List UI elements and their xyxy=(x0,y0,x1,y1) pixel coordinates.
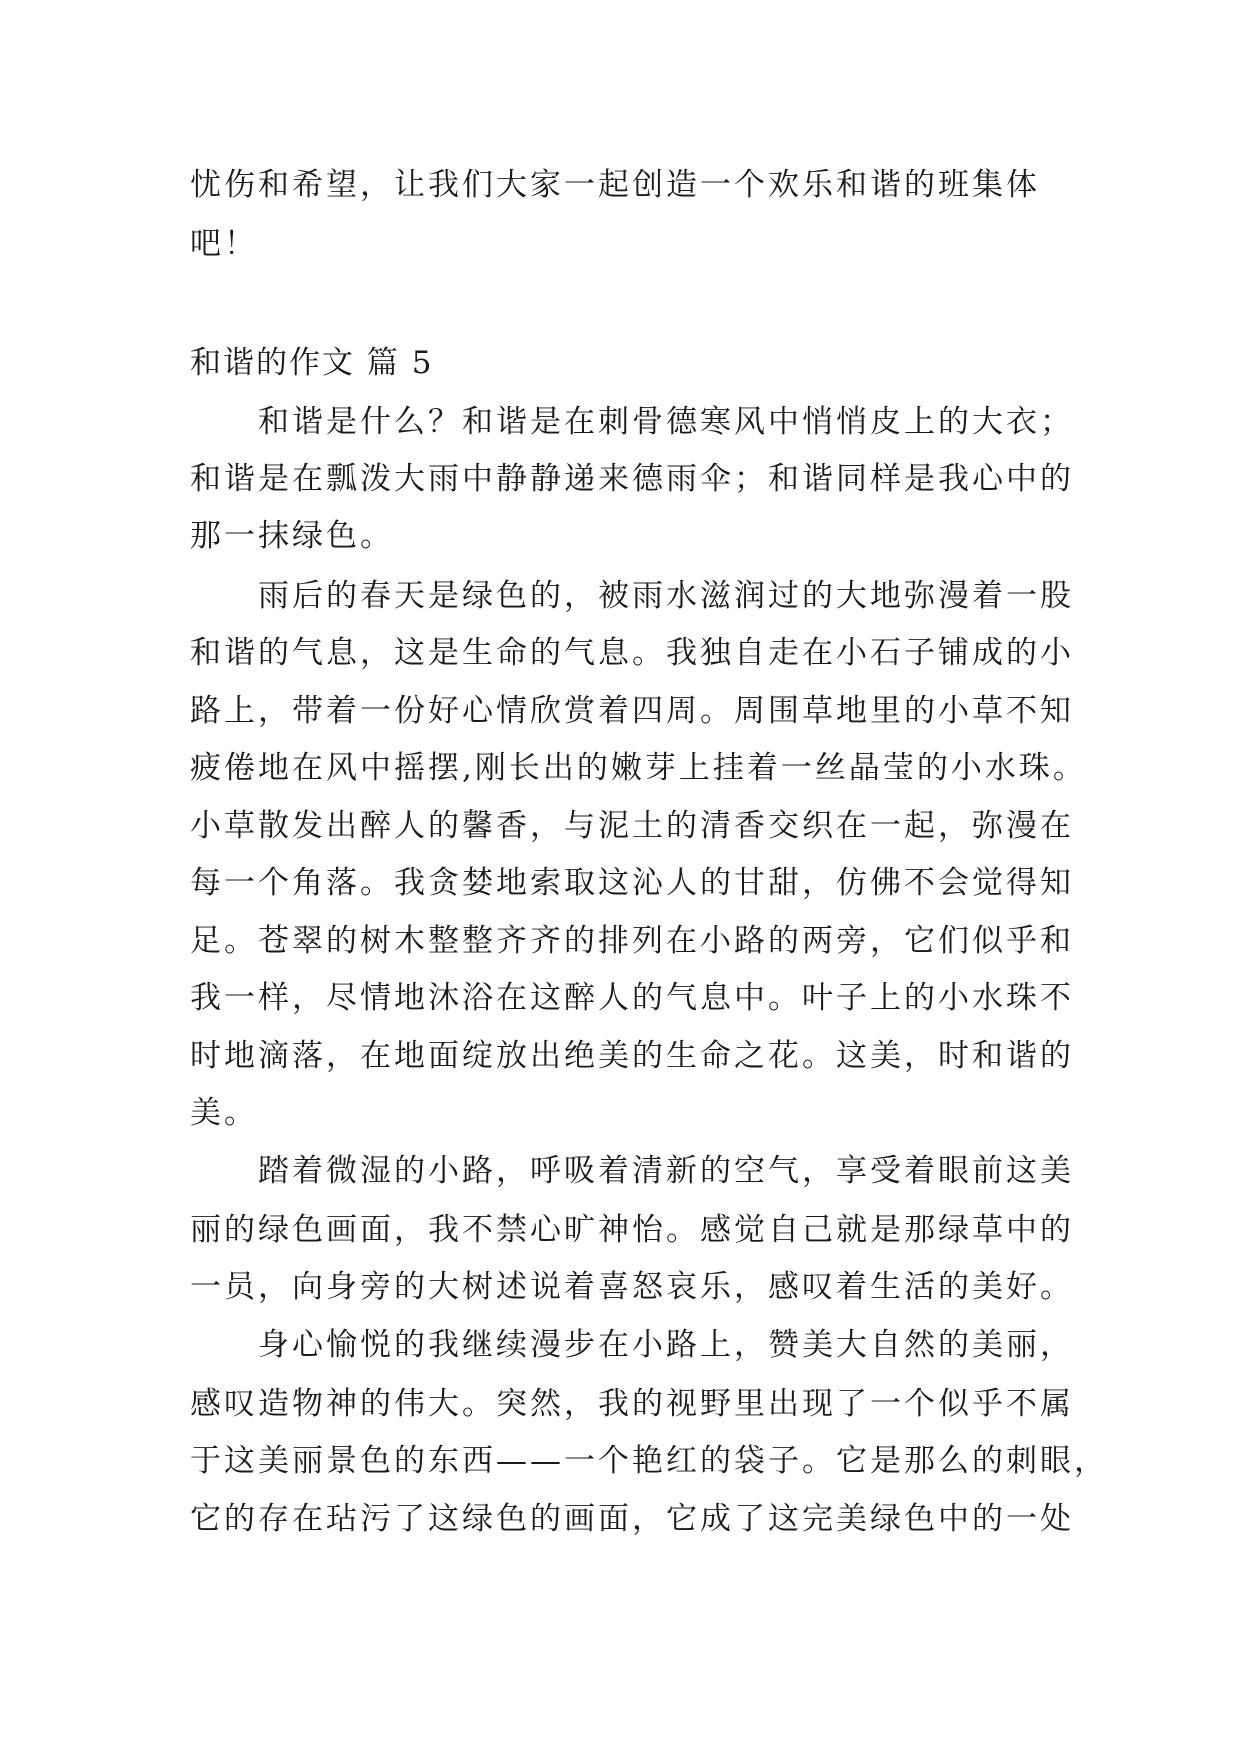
text-line: 美。 xyxy=(190,1095,258,1131)
text-line: 足。苍翠的树木整整齐齐的排列在小路的两旁，它们似乎和 xyxy=(190,923,1074,959)
text-line: 感叹造物神的伟大。突然，我的视野里出现了一个似乎不属 xyxy=(190,1386,1074,1422)
text-line: 时地滴落，在地面绽放出绝美的生命之花。这美，时和谐的 xyxy=(190,1038,1074,1074)
paragraph-first-line: 雨后的春天是绿色的，被雨水滋润过的大地弥漫着一股 xyxy=(258,578,1074,614)
text-line: 一员，向身旁的大树述说着喜怒哀乐，感叹着生活的美好。 xyxy=(190,1269,1074,1305)
text-line: 和谐的气息，这是生命的气息。我独自走在小石子铺成的小 xyxy=(190,635,1074,671)
section-heading: 和谐的作文 篇 5 xyxy=(190,345,434,381)
text-line: 每一个角落。我贪婪地索取这沁人的甘甜，仿佛不会觉得知 xyxy=(190,865,1074,901)
text-line: 那一抹绿色。 xyxy=(190,518,394,554)
text-line: 和谐是在瓢泼大雨中静静递来德雨伞；和谐同样是我心中的 xyxy=(190,461,1074,497)
text-line: 疲倦地在风中摇摆,刚长出的嫩芽上挂着一丝晶莹的小水珠。 xyxy=(190,750,1087,786)
paragraph-first-line: 和谐是什么？和谐是在刺骨德寒风中悄悄皮上的大衣； xyxy=(258,404,1074,440)
text-line: 忧伤和希望，让我们大家一起创造一个欢乐和谐的班集体 xyxy=(190,167,1040,203)
text-line: 路上，带着一份好心情欣赏着四周。周围草地里的小草不知 xyxy=(190,693,1074,729)
text-line: 丽的绿色画面，我不禁心旷神怡。感觉自己就是那绿草中的 xyxy=(190,1212,1074,1248)
paragraph-first-line: 身心愉悦的我继续漫步在小路上，赞美大自然的美丽， xyxy=(258,1327,1074,1363)
text-line: 小草散发出醉人的馨香，与泥土的清香交织在一起，弥漫在 xyxy=(190,808,1074,844)
text-line: 吧！ xyxy=(190,226,258,262)
text-line: 它的存在玷污了这绿色的画面，它成了这完美绿色中的一处 xyxy=(190,1501,1074,1537)
text-line: 于这美丽景色的东西——一个艳红的袋子。它是那么的刺眼， xyxy=(190,1443,1108,1479)
text-line: 我一样，尽情地沐浴在这醉人的气息中。叶子上的小水珠不 xyxy=(190,980,1074,1016)
text-line: 踏着微湿的小路，呼吸着清新的空气，享受着眼前这美 xyxy=(258,1153,1074,1189)
